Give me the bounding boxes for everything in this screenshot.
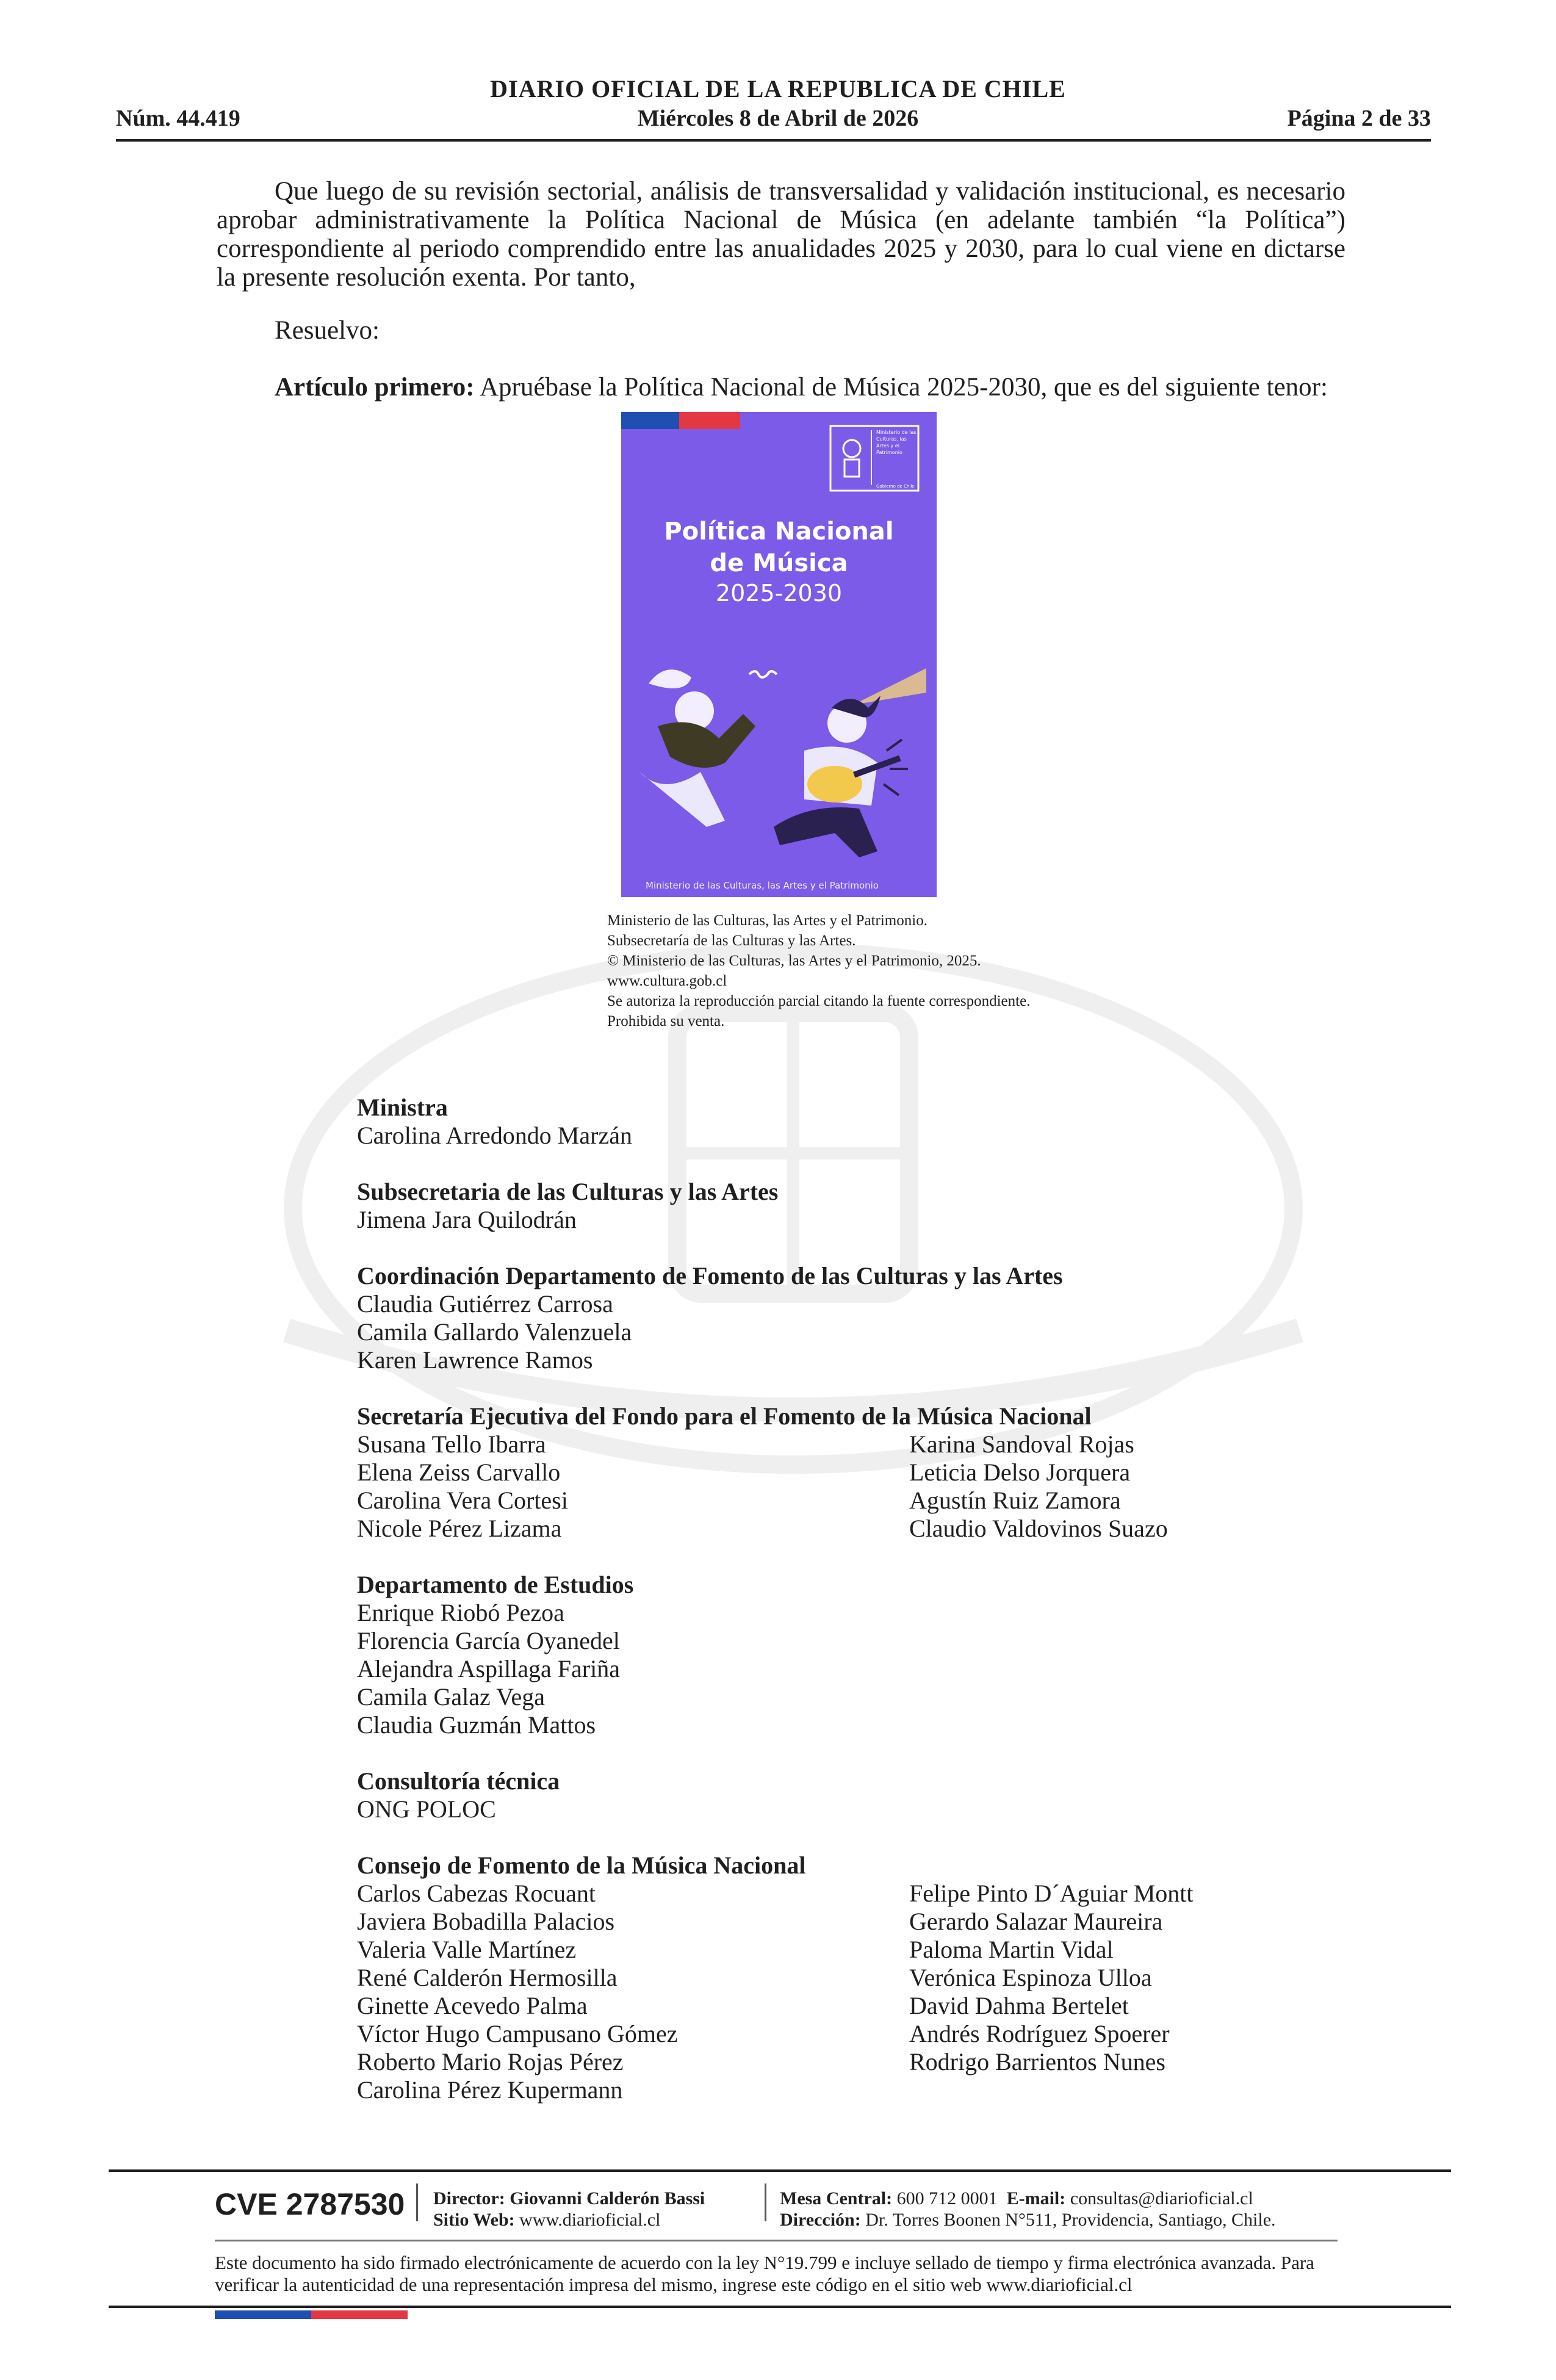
cover-title-line2: de Música <box>710 549 848 577</box>
person-name: Valeria Valle Martínez <box>357 1936 577 1963</box>
address-label: Dirección: <box>780 2210 861 2230</box>
section-heading: Coordinación Departamento de Fomento de las Culturas y las Artes <box>357 1262 1063 1289</box>
cover-flag-blue <box>621 412 679 429</box>
footer-divider-top <box>109 2169 1451 2172</box>
person-name: Víctor Hugo Campusano Gómez <box>357 2020 678 2047</box>
newspaper-title: DIARIO OFICIAL DE LA REPUBLICA DE CHILE <box>490 75 1066 103</box>
section-heading: Subsecretaria de las Culturas y las Artes <box>357 1178 779 1205</box>
cover-gov-label: Gobierno de Chile <box>876 484 915 489</box>
article-label: Artículo primero: <box>275 373 475 402</box>
page-indicator: Página 2 de 33 <box>1287 106 1431 131</box>
director-name: Giovanni Calderón Bassi <box>510 2188 705 2209</box>
section-heading: Ministra <box>357 1094 448 1121</box>
director-label: Director: <box>433 2188 505 2209</box>
web-link[interactable]: www.diarioficial.cl <box>519 2210 661 2230</box>
section-heading: Consejo de Fomento de la Música Nacional <box>357 1852 806 1879</box>
footer-divider-bottom <box>109 2306 1451 2308</box>
section-consejo <box>357 1852 806 2104</box>
cover-years: 2025-2030 <box>715 580 843 607</box>
person-name: Roberto Mario Rojas Pérez <box>357 2048 624 2075</box>
section-estudios <box>357 1571 633 1739</box>
footer-flag-blue <box>215 2310 311 2319</box>
web-label: Sitio Web: <box>433 2210 515 2230</box>
footer-divider-middle <box>215 2240 1338 2241</box>
section-heading: Secretaría Ejecutiva del Fondo para el Fomento de la Música Nacional <box>357 1402 1092 1430</box>
email-link[interactable]: consultas@diarioficial.cl <box>1070 2188 1253 2209</box>
cve-code: CVE 2787530 <box>215 2187 405 2221</box>
credit-line: Se autoriza la reproducción parcial citando la fuente correspondiente. <box>607 993 1031 1009</box>
person-name: Susana Tello Ibarra <box>357 1430 546 1458</box>
email-label: E-mail: <box>1006 2188 1066 2209</box>
person-name: Claudia Guzmán Mattos <box>357 1711 596 1739</box>
cover-flag-red <box>679 412 740 429</box>
issue-number: Núm. 44.419 <box>116 106 240 131</box>
person-name: Jimena Jara Quilodrán <box>357 1206 577 1233</box>
intro-paragraph: Que luego de su revisión sectorial, análisis de transversalidad y validación institucional, es necesario aprobar administrativamente la Política Nacional de Música (en adelante también “la Política”) correspondiente al periodo comprendido entre las anualidades 2025 y 2030, para lo cual viene en dictarse la presente resolución exenta. Por tanto, <box>217 177 1345 292</box>
person-name: Nicole Pérez Lizama <box>357 1515 562 1542</box>
credit-line: © Ministerio de las Culturas, las Artes y el Patrimonio, 2025. <box>607 953 981 969</box>
person-name: Claudio Valdovinos Suazo <box>909 1515 1168 1542</box>
mesa-label: Mesa Central: <box>780 2188 893 2209</box>
person-name: Camila Galaz Vega <box>357 1683 546 1711</box>
footer-separator <box>765 2183 766 2221</box>
person-name: Elena Zeiss Carvallo <box>357 1459 561 1486</box>
person-name: Verónica Espinoza Ulloa <box>909 1964 1152 1991</box>
person-name: Agustín Ruiz Zamora <box>909 1487 1121 1514</box>
person-name: Ginette Acevedo Palma <box>357 1992 588 2019</box>
section-secretaria-right <box>909 1430 1168 1543</box>
mesa-phone: 600 712 0001 <box>896 2188 998 2209</box>
credit-line: www.cultura.gob.cl <box>607 973 727 989</box>
footer-contact-block <box>780 2188 1276 2230</box>
person-name: Claudia Gutiérrez Carrosa <box>357 1290 613 1318</box>
cover-credits <box>607 911 1030 1031</box>
person-name: Carlos Cabezas Rocuant <box>357 1880 596 1907</box>
resuelvo-line: Resuelvo: <box>275 316 380 345</box>
section-coordinacion <box>357 1262 1063 1374</box>
cover-title <box>621 516 937 579</box>
person-name: Alejandra Aspillaga Fariña <box>357 1655 620 1682</box>
person-name: Enrique Riobó Pezoa <box>357 1599 564 1626</box>
person-name: Florencia García Oyanedel <box>357 1627 620 1654</box>
person-name: Leticia Delso Jorquera <box>909 1459 1131 1486</box>
person-name: Andrés Rodríguez Spoerer <box>909 2020 1170 2047</box>
person-name: Paloma Martin Vidal <box>909 1936 1114 1963</box>
footer-separator <box>416 2183 418 2221</box>
person-name: Rodrigo Barrientos Nunes <box>909 2048 1165 2075</box>
section-heading: Departamento de Estudios <box>357 1571 634 1598</box>
cover-ministry-name: Ministerio de las Culturas, las Artes y el Patrimonio <box>876 430 917 455</box>
footer-flag-red <box>311 2310 408 2319</box>
section-consultoria <box>357 1767 560 1823</box>
person-name: Carolina Arredondo Marzán <box>357 1122 632 1149</box>
footer-legal-notice: Este documento ha sido firmado electrónicamente de acuerdo con la ley N°19.799 e incluye sellado de tiempo y firma electrónica avanzada. Para verificar la autenticidad de una representación impresa del mismo, ingrese este código en el sitio web www.diarioficial.cl <box>215 2252 1314 2295</box>
article-text: Apruébase la Política Nacional de Música 2025-2030, que es del siguiente tenor: <box>479 373 1328 402</box>
person-name: Carolina Vera Cortesi <box>357 1487 568 1514</box>
person-name: ONG POLOC <box>357 1795 496 1823</box>
person-name: David Dahma Bertelet <box>909 1992 1129 2019</box>
person-name: Karina Sandoval Rojas <box>909 1430 1134 1458</box>
address-text: Dr. Torres Boonen N°511, Providencia, Santiago, Chile. <box>865 2210 1276 2230</box>
section-subsecretaria <box>357 1178 778 1234</box>
issue-date: Miércoles 8 de Abril de 2026 <box>637 106 919 131</box>
cover-title-line1: Política Nacional <box>664 517 894 546</box>
header-divider <box>116 139 1431 142</box>
person-name: Gerardo Salazar Maureira <box>909 1908 1163 1935</box>
person-name: Camila Gallardo Valenzuela <box>357 1318 632 1346</box>
person-name: Javiera Bobadilla Palacios <box>357 1908 615 1935</box>
credit-line: Subsecretaría de las Culturas y las Artes. <box>607 932 856 949</box>
section-heading: Consultoría técnica <box>357 1767 560 1795</box>
person-name: René Calderón Hermosilla <box>357 1964 618 1991</box>
person-name: Karen Lawrence Ramos <box>357 1346 593 1374</box>
musicians-illustration <box>621 619 937 876</box>
person-name: Carolina Pérez Kupermann <box>357 2076 623 2104</box>
article-first <box>275 372 1328 402</box>
section-consejo-right <box>909 1880 1194 2076</box>
person-name: Felipe Pinto D´Aguiar Montt <box>909 1880 1194 1907</box>
credit-line: Prohibida su venta. <box>607 1013 725 1030</box>
credit-line: Ministerio de las Culturas, las Artes y el Patrimonio. <box>607 912 927 929</box>
policy-cover-image <box>621 412 937 897</box>
cover-footer: Ministerio de las Culturas, las Artes y el Patrimonio <box>646 880 879 891</box>
section-ministra <box>357 1094 632 1150</box>
footer-director-block <box>433 2188 705 2230</box>
